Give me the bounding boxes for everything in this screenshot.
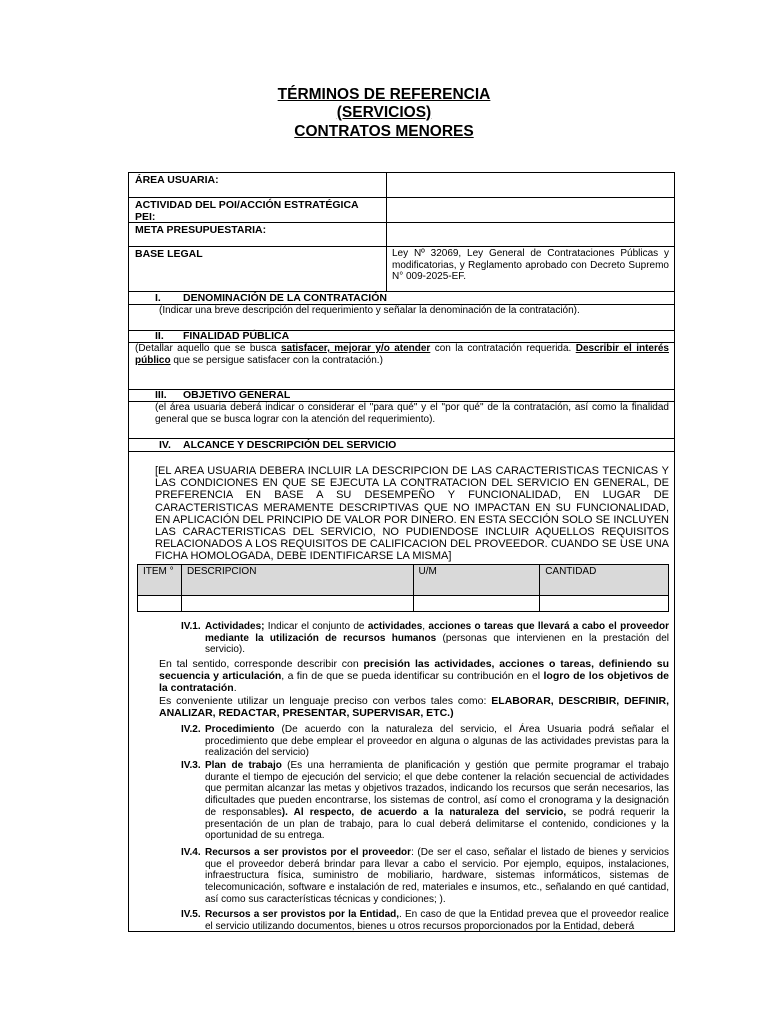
area-usuaria-field[interactable] xyxy=(387,173,674,197)
section-4-title: ALCANCE Y DESCRIPCIÓN DEL SERVICIO xyxy=(183,439,397,451)
iv1-paragraph-3: Es conveniente utilizar un lenguaje preciso con verbos tales como: ELABORAR, DESCRIBIR, DEFINIR, ANALIZAR, REDACTAR, PRESENTAR, SUPERVISAR, ETC.) xyxy=(159,695,670,720)
section-4-instructions: [EL AREA USUARIA DEBERA INCLUIR LA DESCRIPCION DE LAS CARACTERISTICAS TECNICAS Y LAS CONDICIONES EN QUE SE EJECUTA LA CONTRATACION DEL SERVICIO EN GENERAL, DE PREFERENCIA EN BASE A SU DESEMPEÑO Y FUNCIONALIDAD, EN LUGAR DE CARACTERISTICAS MERAMENTE DESCRIPTIVAS QUE NO IMPACTAN EN SU FUNCIONALIDAD, EN APLICACIÓN DEL PRINCIPIO DE VALOR POR DINERO. EN ESTA SECCIÓN SOLO SE INCLUYEN LAS CARACTERISTICAS DEL SERVICIO, NO PUDIENDOSE INCLUIR AQUELLOS REQUISITOS RELACIONADOS A LOS REQUISITOS DE CALIFICACION DEL PROVEEDOR. CUANDO SE USE UNA FICHA HOMOLOGADA, DEBE IDENTIFICARSE LA MISMA] xyxy=(155,465,669,563)
section-1-body xyxy=(129,305,674,331)
title-line-1: TÉRMINOS DE REFERENCIA xyxy=(277,86,491,103)
iv3-number: IV.3. xyxy=(181,760,201,771)
iv1-text: Actividades; Indicar el conjunto de actividades, acciones o tareas que llevará a cabo el proveedor mediante la utilización de recursos humanos (personas que intervienen en la prestación del servicio). xyxy=(205,621,669,656)
cell-descripcion[interactable] xyxy=(181,596,413,612)
section-2-title: FINALIDAD PÚBLICA xyxy=(183,330,290,342)
iv2-text: Procedimiento (De acuerdo con la naturaleza del servicio, el Área Usuaria podrá señalar el procedimiento que debe emplear el proveedor en alguna o algunas de las actividades previstas para la realización del servicio) xyxy=(205,724,669,759)
iv4-number: IV.4. xyxy=(181,847,201,858)
iv2-number: IV.2. xyxy=(181,724,201,735)
section-2-body xyxy=(129,343,674,390)
terms-form xyxy=(128,172,675,932)
section-1-header xyxy=(129,292,674,305)
iv1-paragraph-2: En tal sentido, corresponde describir con precisión las actividades, acciones o tareas, definiendo su secuencia y articulación, a fin de que se pueda identificar su contribución en el logro de los objetivos de la contratación. xyxy=(159,658,669,695)
section-3-number: III. xyxy=(155,389,167,401)
section-1-title: DENOMINACIÓN DE LA CONTRATACIÓN xyxy=(183,292,387,304)
base-legal-row xyxy=(129,247,674,292)
actividad-poi-field[interactable] xyxy=(387,198,674,222)
area-usuaria-label: ÁREA USUARIA: xyxy=(135,174,219,186)
section-2-number: II. xyxy=(155,330,164,342)
iv5-text: Recursos a ser provistos por la Entidad,. En caso de que la Entidad prevea que el proveedor realice el servicio utilizando documentos, bienes u otros recursos proporcionados por la Entidad, deberá xyxy=(205,909,669,932)
items-table xyxy=(137,564,669,612)
section-2-text: (Detallar aquello que se busca satisfacer, mejorar y/o atender con la contratación requerida. Describir el interés público que se persigue satisfacer con la contratación.) xyxy=(135,343,669,366)
iv3-text: Plan de trabajo (Es una herramienta de planificación y gestión que permite programar el trabajo durante el tiempo de ejecución del servicio; el que debe contener la relación secuencial de actividades que permitan alcanzar las metas y objetivos trazados, indicando los recursos que serán necesarios, las dificultades que pueden encontrarse, los sistemas de control, así como el cronograma y la designación de responsables). Al respecto, de acuerdo a la naturaleza del servicio, se podrá requerir la presentación de un plan de trabajo, para lo cual deberá delimitarse el contenido, condiciones y la oportunidad de su entrega. xyxy=(205,760,670,842)
col-um: U/M xyxy=(413,565,540,596)
meta-presupuestaria-field[interactable] xyxy=(387,223,674,246)
meta-presupuestaria-row xyxy=(129,223,674,247)
iv5-number: IV.5. xyxy=(181,909,201,920)
title-line-2: (SERVICIOS) xyxy=(336,104,432,121)
title-line-3: CONTRATOS MENORES xyxy=(294,123,474,140)
cell-item[interactable] xyxy=(138,596,182,612)
actividad-poi-label: ACTIVIDAD DEL POI/ACCIÓN ESTRATÉGICA PEI: xyxy=(135,199,359,223)
section-4-header xyxy=(129,439,674,452)
section-1-number: I. xyxy=(155,292,161,304)
section-3-body xyxy=(129,402,674,439)
cell-um[interactable] xyxy=(413,596,540,612)
section-3-text: (el área usuaria deberá indicar o considerar el "para qué" y el "por qué" de la contratación, así como la finalidad general que se busca lograr con la atención del requerimiento). xyxy=(155,402,669,425)
section-3-header xyxy=(129,390,674,402)
iv4-text: Recursos a ser provistos por el proveedor: (De ser el caso, señalar el listado de bienes y servicios que el proveedor deberá brindar para llevar a cabo el servicio. Por ejemplo, equipos, instalaciones, infraestructura física, suministro de mobiliario, hardware, sistemas informáticos, sistemas de telecomunicación, software e instalación de red, materiales e insumos, etc., señalando en qué cantidad, así como sus características técnicas y condiciones; ). xyxy=(205,847,669,905)
cell-cantidad[interactable] xyxy=(540,596,669,612)
section-3-title: OBJETIVO GENERAL xyxy=(183,389,291,401)
meta-presupuestaria-label: META PRESUPUESTARIA: xyxy=(135,224,267,236)
table-row xyxy=(138,596,669,612)
base-legal-value: Ley Nº 32069, Ley General de Contrataciones Públicas y modificatorias, y Reglamento aprobado con Decreto Supremo N° 009-2025-EF. xyxy=(392,248,669,283)
actividad-poi-row xyxy=(129,198,674,223)
area-usuaria-row xyxy=(129,173,674,198)
base-legal-label: BASE LEGAL xyxy=(135,248,203,260)
iv1-number: IV.1. xyxy=(181,621,201,632)
items-table-header xyxy=(138,565,669,596)
section-2-header xyxy=(129,331,674,343)
col-descripcion: DESCRIPCION xyxy=(181,565,413,596)
section-4-number: IV. xyxy=(159,439,171,451)
col-item: ITEM ° xyxy=(138,565,182,596)
col-cantidad: CANTIDAD xyxy=(540,565,669,596)
section-1-text: (Indicar una breve descripción del requerimiento y señalar la denominación de la contratación). xyxy=(159,305,580,316)
